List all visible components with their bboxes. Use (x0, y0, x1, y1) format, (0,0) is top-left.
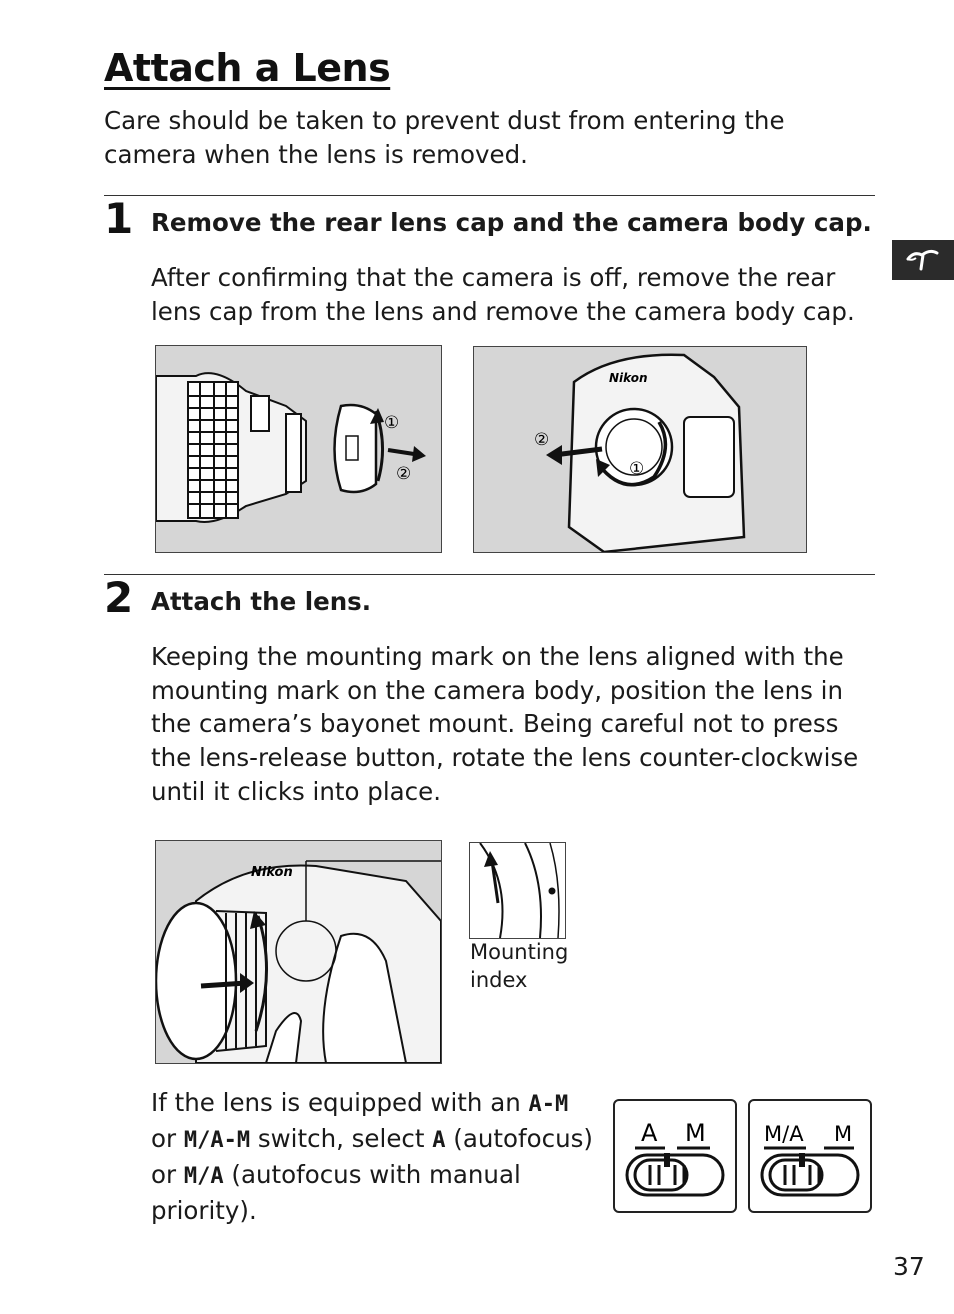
brand-label: Nikon (609, 371, 648, 385)
mounting-index-illustration (470, 843, 565, 938)
switch-note-text: If the lens is equipped with an (151, 1088, 529, 1117)
section-tab[interactable] (892, 240, 954, 280)
switch-left-label: A (641, 1119, 658, 1147)
switch-keyword: A-M (528, 1092, 569, 1117)
step-2-body: Keeping the mounting mark on the lens aligned with the mounting mark on the camera body, position the lens in the camera’s bayonet mount. Being careful not to press the lens-release button, rotate the lens counter-clockwise until it clicks into place. (151, 642, 859, 806)
step-2-number: 2 (104, 573, 134, 622)
ma-m-switch-illustration (750, 1101, 870, 1211)
ma-m-switch-diagram (748, 1099, 872, 1213)
page-number: 37 (893, 1252, 925, 1281)
brand-label-2: Nikon (251, 865, 293, 880)
step-1-divider (104, 195, 875, 196)
step-marker-1b: ① (629, 459, 645, 479)
switch-note-text: (autofocus with manual priority). (151, 1160, 521, 1225)
lens-rear-cap-figure (155, 345, 442, 553)
am-switch-illustration (615, 1101, 735, 1211)
step-marker-2b: ② (534, 430, 550, 450)
page-title: Attach a Lens (104, 46, 391, 90)
switch-right-label: M (834, 1122, 853, 1146)
step-1-title: Remove the rear lens cap and the camera body cap. (151, 208, 872, 237)
camera-body-cap-figure (473, 346, 807, 553)
step-marker-1: ① (384, 413, 400, 433)
step-marker-2: ② (396, 464, 412, 484)
switch-note-text: switch, select (250, 1124, 433, 1153)
switch-keyword: M/A-M (183, 1128, 251, 1153)
switch-keyword: M/A (183, 1164, 224, 1189)
switch-note-text: or (151, 1124, 184, 1153)
camera-body-illustration (474, 347, 806, 552)
switch-left-label: M/A (764, 1122, 804, 1146)
am-switch-diagram (613, 1099, 737, 1213)
lens-illustration (156, 346, 441, 552)
step-2-title: Attach the lens. (151, 587, 372, 616)
attach-lens-illustration (156, 841, 441, 1063)
step-1-body: After confirming that the camera is off, remove the rear lens cap from the lens and remove the camera body cap. (151, 263, 855, 326)
seedling-icon (904, 247, 940, 273)
attach-lens-figure (155, 840, 442, 1064)
switch-note-text: (autofocus) or (151, 1124, 593, 1189)
switch-note (151, 1086, 601, 1228)
switch-right-label: M (685, 1119, 706, 1147)
mounting-index-inset (469, 842, 566, 939)
step-1-number: 1 (104, 194, 134, 243)
mounting-index-label: Mounting index (470, 940, 569, 992)
step-2-divider (104, 574, 875, 575)
switch-keyword: A (432, 1128, 446, 1153)
intro-text: Care should be taken to prevent dust from entering the camera when the lens is removed. (104, 106, 785, 169)
